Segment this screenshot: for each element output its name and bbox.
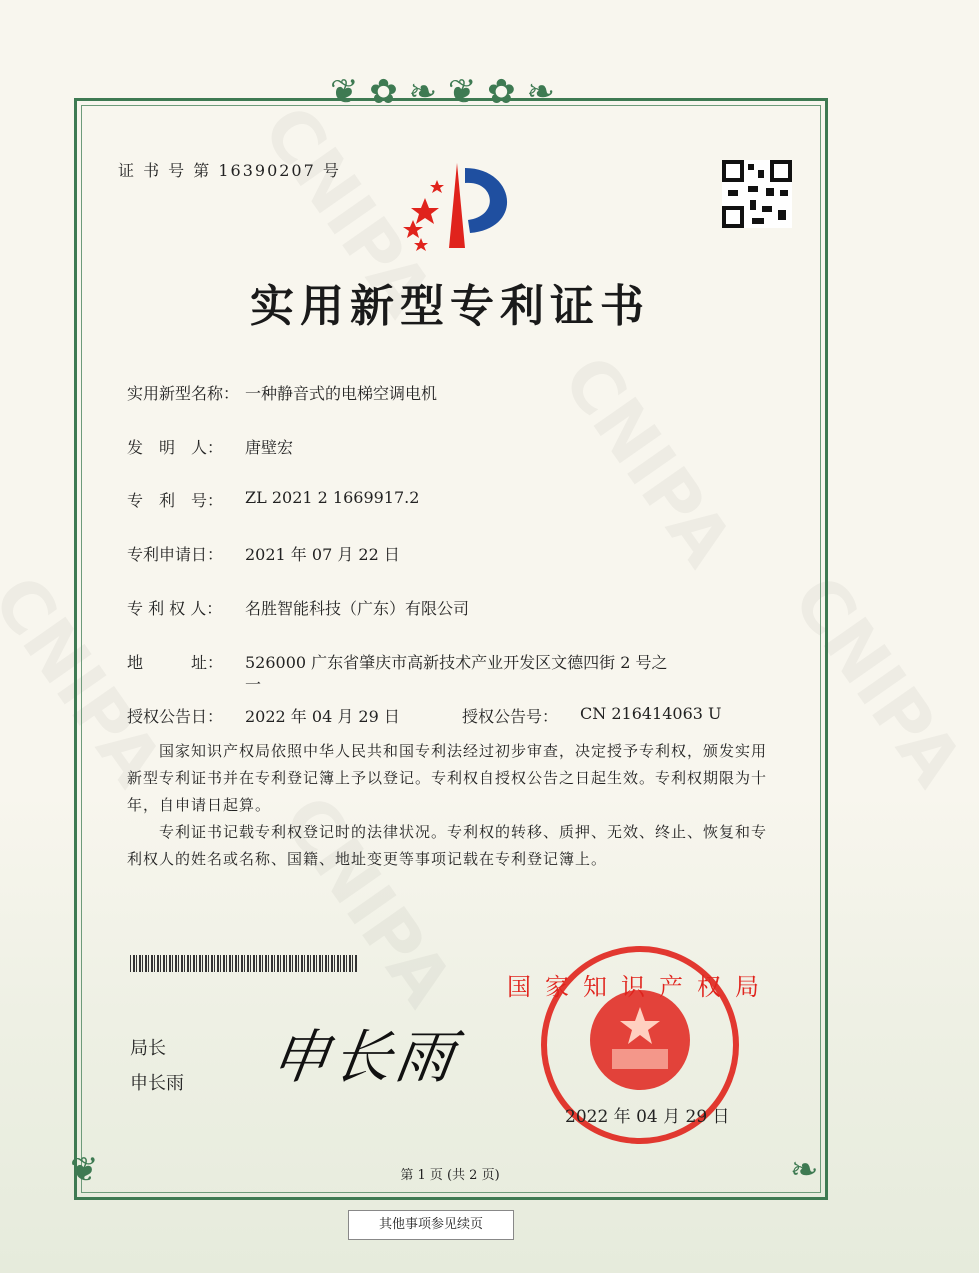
footer-note: 其他事项参见续页	[348, 1210, 514, 1240]
statement-paragraph-2: 专利证书记载专利权登记时的法律状况。专利权的转移、质押、无效、终止、恢复和专利权人的姓名或名称、国籍、地址变更等事项记载在专利登记簿上。	[127, 823, 768, 868]
field-value-address-line2: 一	[245, 675, 262, 694]
field-label-patentee: 专 利 权 人：	[127, 599, 223, 618]
field-value-patentee: 名胜智能科技（广东）有限公司	[245, 599, 470, 618]
ornament-top-icon: ❦ ✿ ❧ ❦ ✿ ❧	[330, 72, 555, 112]
seal-date: 2022 年 04 月 29 日	[565, 1107, 730, 1127]
field-value-pub-number: CN 216414063 U	[580, 704, 722, 723]
barcode	[130, 955, 358, 972]
page-info: 第 1 页 (共 2 页)	[400, 1168, 500, 1183]
signatory-name: 申长雨	[130, 1073, 184, 1094]
field-label-inventor: 发 明 人：	[127, 438, 224, 457]
cnipa-logo-icon	[385, 158, 520, 253]
qr-code-icon	[722, 160, 792, 228]
field-value-address: 526000 广东省肇庆市高新技术产业开发区文德四街 2 号之	[245, 653, 668, 672]
signature: 申长雨	[266, 1023, 463, 1091]
certificate-number: 证 书 号 第 16390207 号	[118, 161, 341, 180]
field-label-application-date: 专利申请日：	[127, 545, 224, 564]
statement-paragraph-1: 国家知识产权局依照中华人民共和国专利法经过初步审查，决定授予专利权，颁发实用新型专利证书并在专利登记簿上予以登记。专利权自授权公告之日起生效。专利权期限为十年，自申请日起算。	[127, 742, 768, 814]
field-label-grant-date: 授权公告日：	[127, 707, 224, 726]
field-value-inventor: 唐壁宏	[245, 438, 294, 457]
field-value-grant-date: 2022 年 04 月 29 日	[245, 707, 400, 726]
seal-text: 国家知识产权局	[507, 973, 773, 1001]
ornament-bottom-right-icon: ❧	[790, 1150, 819, 1190]
field-label-pub-number: 授权公告号：	[462, 707, 559, 726]
document-title: 实用新型专利证书	[250, 281, 650, 332]
field-value-application-date: 2021 年 07 月 22 日	[245, 545, 400, 564]
field-label-name: 实用新型名称：	[127, 384, 240, 403]
signatory-title: 局长	[130, 1038, 166, 1059]
field-label-address: 地 址：	[127, 653, 224, 672]
field-value-patent-number: ZL 2021 2 1669917.2	[245, 488, 420, 507]
field-label-patent-number: 专 利 号：	[127, 491, 224, 510]
ornament-bottom-left-icon: ❦	[70, 1150, 99, 1190]
field-value-name: 一种静音式的电梯空调电机	[245, 384, 438, 403]
